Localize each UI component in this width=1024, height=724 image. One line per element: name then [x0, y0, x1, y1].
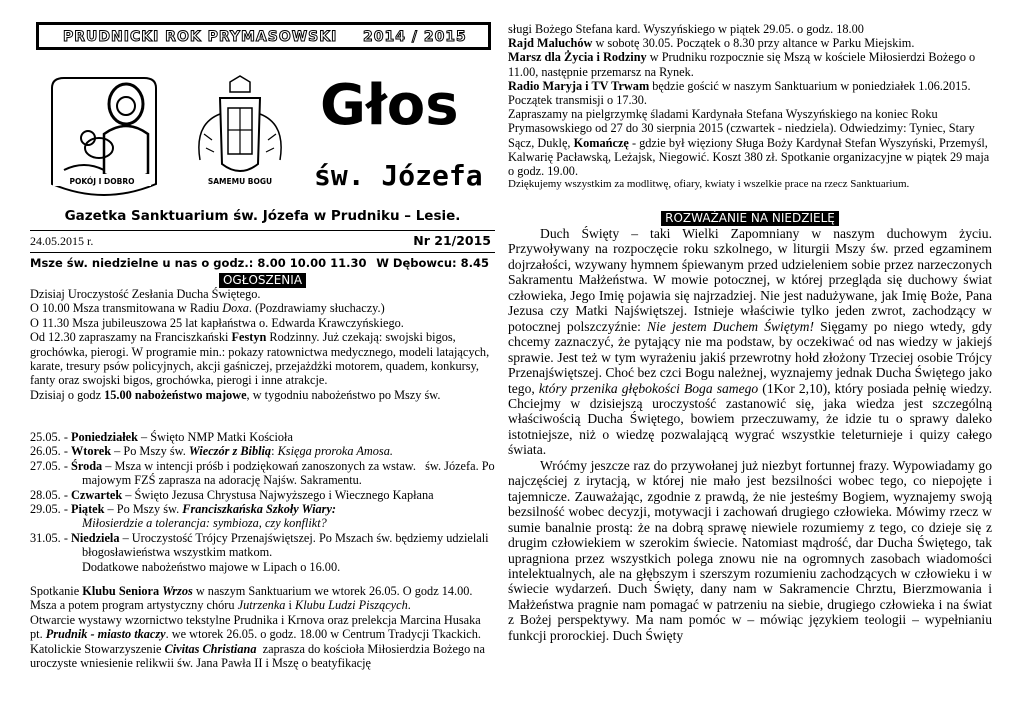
left-motto: POKÓJ I DOBRO — [69, 177, 135, 186]
mass-times — [30, 256, 495, 270]
divider — [30, 230, 495, 231]
announcement: Rajd Maluchów w sobotę 30.05. Początek o 8.30 przy altance w Parku Miejskim. — [508, 36, 915, 51]
essay-header-wrap — [508, 209, 992, 227]
right-motto: SAMEMU BOGU — [207, 177, 273, 186]
schedule-item: 26.05. - Wtorek – Po Mszy św. Wieczór z Biblią: Księga proroka Amosa. — [30, 444, 393, 459]
banner-right-text: 2014 / 2015 — [363, 29, 467, 45]
announcement: Dzisiaj o godz 15.00 nabożeństwo majowe, w tygodniu nabożeństwo po Mszy św. — [30, 387, 441, 402]
announcements-header: OGŁOSZENIA — [219, 273, 306, 288]
announcement: O 11.30 Msza jubileuszowa 25 lat kapłaństwa o. Edwarda Krawczyńskiego. — [30, 315, 404, 330]
mass-times-main: Msze św. niedzielne u nas o godz.: 8.00 10.00 11.30 — [30, 256, 367, 270]
announcements-body — [30, 287, 495, 402]
thanks-note: Dziękujemy wszystkim za modlitwę, ofiary, kwiaty i wszelkie prace na rzecz Sanktuarium. — [508, 178, 910, 191]
year-banner — [36, 22, 491, 50]
franciscan-emblem — [199, 76, 281, 171]
announcements-tail — [30, 584, 495, 670]
divider — [30, 252, 495, 253]
announcement: Marsz dla Życia i Rodziny w Prudniku rozpocznie się Mszą w kościele Miłosierdzi Bożego o 11.00, następnie przemarsz na Rynek. — [508, 50, 976, 79]
essay-paragraph: Wróćmy jeszcze raz do przywołanej już niezbyt fortunnej frazy. Wypowiadamy go najczęściej z irytacją, w której nie mało jest bezsilności wobec tego, co niepojęte i tajemnicze. Zauważając, zgodnie z prawdą, że nie jesteśmy Bogiem, wyznajemy swoją bezsilność wobec decyzji, motywacji i zachowań drugiego człowieka. Mówimy rzecz w sumie banalnie prostą: że na dobrą sprawę niewiele rozumiemy z tego, co dzieje się z drugim człowiekiem w szerokim świecie. Natomiast mądrość, dar Ducha Świętego, tak upragniona przez wszystkich polega znowu nie na ogromnych zasobach wiadomości intelektualnych, ale na głębszym i szerszym rozumieniu zachodzących w człowieku i w świecie wydarzeń. Duch Święty, dany nam w Sakramencie Chrztu, Bierzmowania i Małżeństwa pragnie nam pomagać w patrzeniu na siebie, drugiego człowieka i na świat z Bożej perspektywy. Ma nam pomóc w – mówiąc językiem teologii – wypełnianiu funkcji prorockiej. Duch Święty — [508, 457, 992, 643]
schedule-item-subline: Miłosierdzie a tolerancja: symbioza, czy konflikt? — [82, 516, 327, 531]
announcement: Zapraszamy na pielgrzymkę śladami Kardynała Stefana Wyszyńskiego na koniec Roku Prymasowskiego od 27 do 30 sierpnia 2015 (czwartek - niedziela). Odwiedzimy: Tyniec, Stary Sącz, Duklę, Komańczę - gdzie był więziony Sługa Boży Kardynał Stefan Wyszyński, Przemyśl, Kalwarię Pacławską, Leżajsk, Niegowić. Koszt 380 zł. Spotkanie organizacyjne w piątek 29 maja o godz. 19.00. — [508, 107, 990, 179]
week-schedule — [30, 430, 495, 574]
left-column — [30, 0, 495, 724]
announcement: Otwarcie wystawy wzornictwo tekstylne Prudnika i Krnova oraz prelekcja Marcina Husaka pt. Prudnik - miasto tkaczy. we wtorek 26.05. o godz. 18.00 w Centrum Tradycji Tkackich. — [30, 612, 481, 642]
announcement: Radio Maryja i TV Trwam będzie gościć w naszym Sanktuarium w poniedziałek 1.06.2015. Początek transmisji o 17.30. — [508, 78, 971, 108]
announcement: Katolickie Stowarzyszenie Civitas Christiana zaprasza do kościoła Miłosierdzia Bożego na uroczyste wniesienie relikwii św. Jana Pawła II i Mszę o beatyfikację — [30, 641, 485, 671]
sanctuary-logo — [44, 74, 304, 206]
schedule-item: 25.05. - Poniedziałek – Święto NMP Matki Kościoła — [30, 430, 293, 444]
announcements-continued — [508, 22, 992, 191]
mass-times-debowiec: W Dębowcu: 8.45 — [376, 256, 489, 270]
issue-line — [30, 234, 495, 249]
page-title: Głos — [320, 73, 459, 138]
schedule-item: 31.05. - Niedziela – Uroczystość Trójcy Przenajświętszej. Po Mszach św. będziemy udzielali błogosławieństwa wszystkim matkom. — [30, 530, 489, 560]
announcement: Od 12.30 zapraszamy na Franciszkański Festyn Rodzinny. Już czekają: swojski bigos, grochówka, pierogi. W programie min.: pokazy ratownictwa medycznego, modeli latających, karate, tresury psów policyjnych, akcji gaśniczej, przejażdżki motorem, quadem, konkursy, fanty oraz swojski bigos, grochówka, pierogi i inne atrakcje. — [30, 330, 490, 388]
schedule-item: 27.05. - Środa – Msza w intencji próśb i podziękowań zanoszonych za wstaw. św. Józefa. Po majowym FZŚ zaprasza na adorację Najśw. Sakramentu. — [30, 458, 495, 488]
page-title-saint: św. Józefa — [314, 159, 483, 192]
subtitle: Gazetka Sanktuarium św. Józefa w Prudniku – Lesie. — [64, 208, 461, 224]
schedule-item: 28.05. - Czwartek – Święto Jezusa Chrystusa Najwyższego i Wiecznego Kapłana — [30, 487, 434, 502]
announcement: O 10.00 Msza transmitowana w Radiu Doxa. (Pozdrawiamy słuchaczy.) — [30, 301, 385, 316]
schedule-item-subline: Dodatkowe nabożeństwo majowe w Lipach o 16.00. — [82, 559, 341, 574]
announcement: Dzisiaj Uroczystość Zesłania Ducha Świętego. — [30, 287, 261, 301]
banner-left-text: PRUDNICKI ROK PRYMASOWSKI — [63, 29, 338, 45]
announcement: Spotkanie Klubu Seniora Wrzos w naszym Sanktuarium we wtorek 26.05. O godz 14.00. Msza a potem program artystyczny chóru Jutrzenka i Klubu Ludzi Piszących. — [30, 584, 473, 613]
schedule-item: 29.05. - Piątek – Po Mszy św. Franciszkańska Szkoły Wiary: — [30, 502, 336, 517]
issue-number: Nr 21/2015 — [413, 233, 491, 248]
essay-paragraph: Duch Święty – taki Wielki Zapomniany w naszym duchowym życiu. Przywoływany na rozpoczęcie roku szkolnego, w liturgii Mszy św. przed egzaminem dojrzałości, wzywany hymnem śpiewanym przed udzieleniem sobie przez narzeczonych Sakramentu Małżeństwa. W mowie potocznej, w której przegląda się duchowy świat człowieka, Jego Imię pojawia się najrzadziej. Nie jest nadużywane, jak Imię Boże, Pana Jezusa czy Matki Najświętszej. Istnieje właściwie tylko jeden zwrot, zachodzący w potocznej polszczyźnie: Nie jestem Duchem Świętym! Sięgamy po niego wtedy, gdy chcemy zaznaczyć, że pytający nie ma podstaw, by oczekiwać od nas wiedzy w jakiejś sprawie. Jest też w tym wyrażeniu jakiś przewrotny hołd złożony Trzeciej osobie Trójcy Przenajświętszej. Choć bez czci Bogu należnej, wyznajemy jednak Ducha Świętego jako tego, który przenika głębokości Boga samego (1Kor 2,10), który posiada pełnię wiedzy. Chciejmy w dzisiejszą uroczystość zastanowić się, jaka wiedza jest szczególną właściwością Ducha Świętego, bowiem przeczuwamy, że idzie tu o sprawy daleko istotniejsze, niż o wiedzę pozwalającą wygrać wszystkie teleturnieje i quizy całego świata. — [508, 226, 992, 458]
right-column — [508, 0, 992, 724]
essay-header: ROZWAŻANIE NA NIEDZIELĘ — [661, 211, 839, 226]
essay-body — [508, 226, 992, 643]
issue-date: 24.05.2015 r. — [30, 234, 94, 248]
announcement: sługi Bożego Stefana kard. Wyszyńskiego w piątek 29.05. o godz. 18.00 — [508, 22, 864, 36]
